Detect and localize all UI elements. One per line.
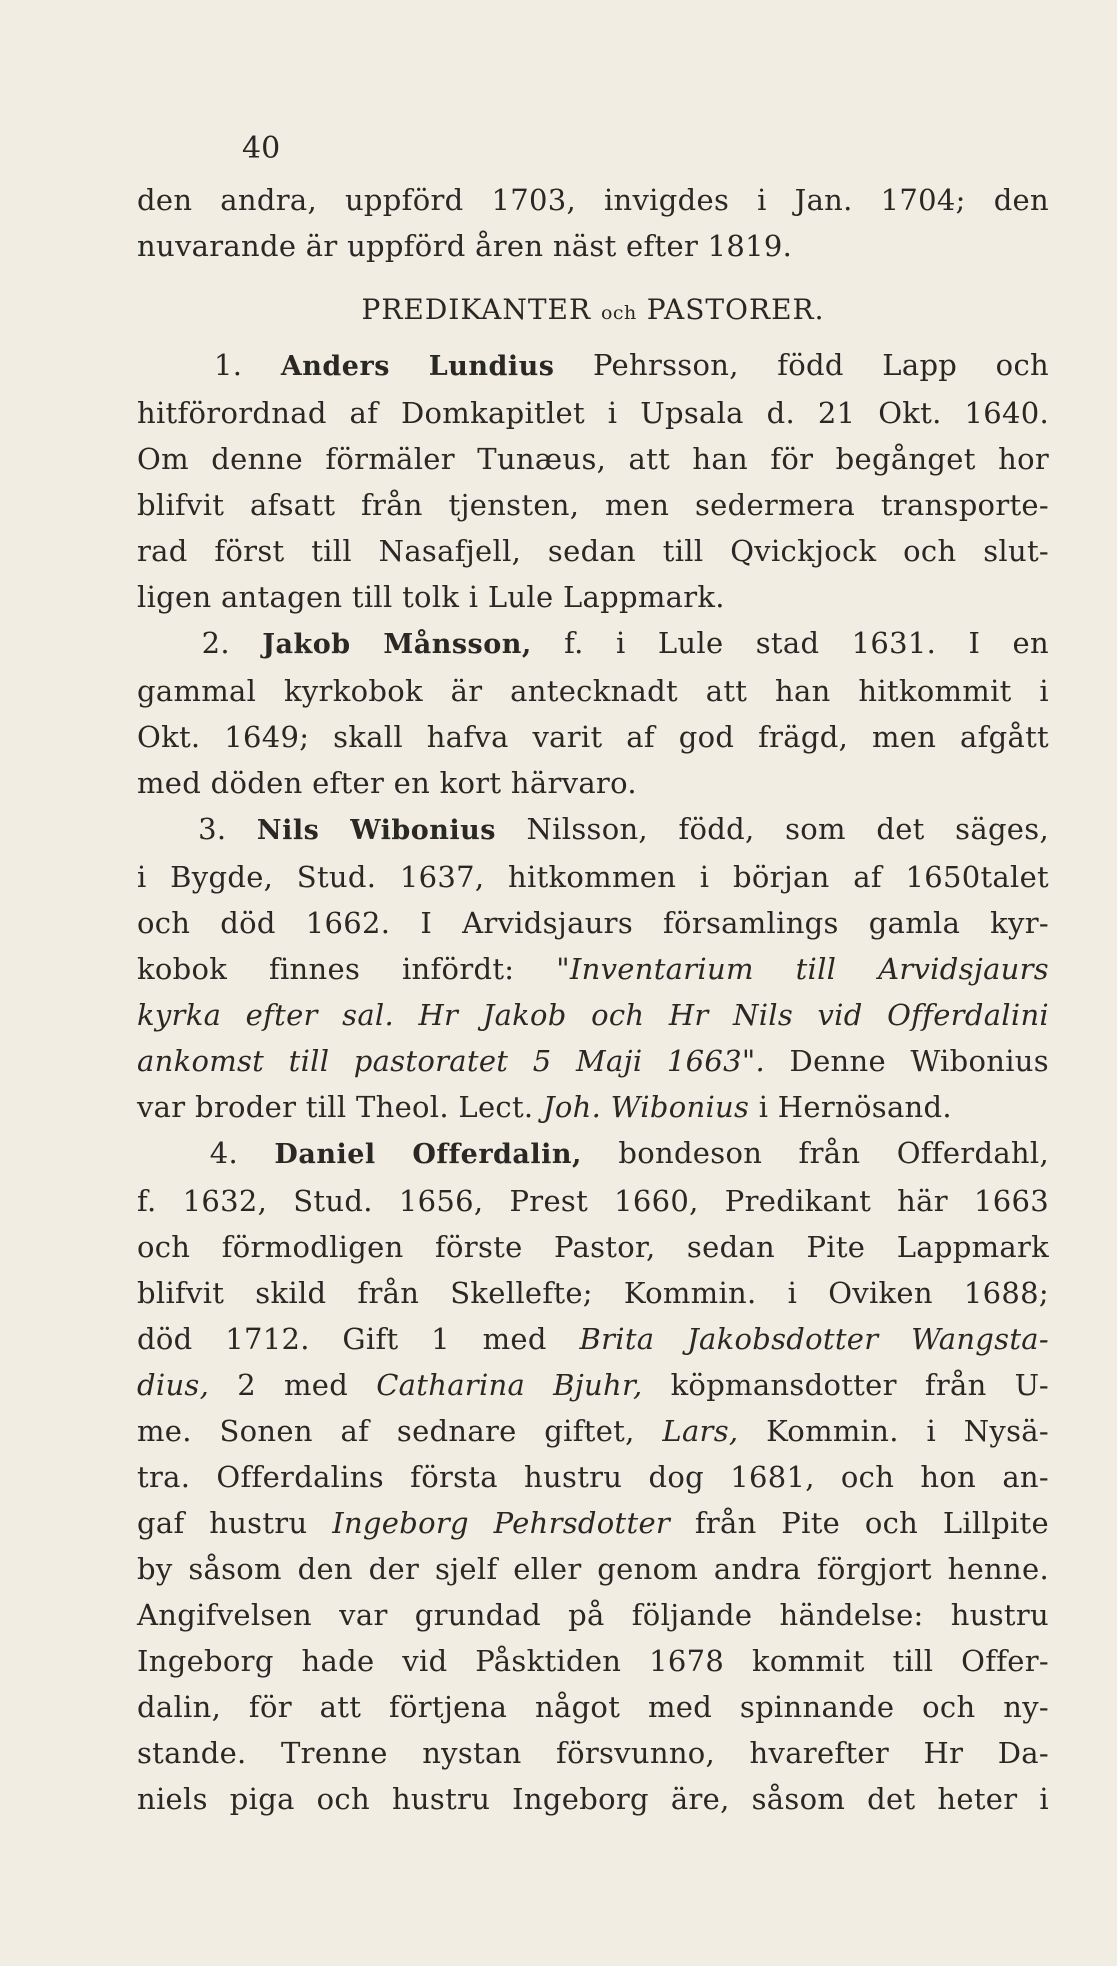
- text-line: by såsom den der sjelf eller genom andra förgjort henne.: [137, 1552, 1049, 1586]
- text-line: med döden efter en kort härvaro.: [137, 766, 637, 800]
- page-number: 40: [242, 131, 281, 166]
- text-line: blifvit afsatt från tjensten, men sedermera transporte-: [137, 488, 1049, 522]
- text-line: niels piga och hustru Ingeborg äre, såsom det heter i: [137, 1782, 1049, 1816]
- text-line: Okt. 1649; skall hafva varit af god frägd, men afgått: [137, 720, 1049, 754]
- person-name: Nils Wibonius: [256, 815, 496, 846]
- text-line: Ingeborg hade vid Påsktiden 1678 kommit till Offer-: [137, 1644, 1049, 1678]
- entry-4: [137, 1130, 1049, 1822]
- text-line: och död 1662. I Arvidsjaurs församlings gamla kyr-: [137, 906, 1049, 940]
- text-line: kobok finnes infördt: "Inventarium till Arvidsjaurs: [137, 952, 1049, 986]
- text-line: 2. Jakob Månsson, f. i Lule stad 1631. I en: [201, 626, 1049, 660]
- text-line: 4. Daniel Offerdalin, bondeson från Offerdahl,: [209, 1136, 1049, 1170]
- entry-1: [137, 342, 1049, 620]
- text-line: var broder till Theol. Lect. Joh. Wibonius i Hernösand.: [137, 1090, 952, 1124]
- person-name: Jakob Månsson,: [262, 629, 532, 660]
- person-name: Daniel Offerdalin,: [274, 1139, 582, 1170]
- text-line: tra. Offerdalins första hustru dog 1681, och hon an-: [137, 1460, 1049, 1494]
- text-line: och förmodligen förste Pastor, sedan Pite Lappmark: [137, 1230, 1049, 1264]
- text-line: 3. Nils Wibonius Nilsson, född, som det säges,: [198, 812, 1049, 846]
- text-line: f. 1632, Stud. 1656, Prest 1660, Predikant här 1663: [137, 1184, 1049, 1218]
- entry-3: [137, 806, 1049, 1130]
- text-line: den andra, uppförd 1703, invigdes i Jan. 1704; den: [137, 183, 1049, 217]
- text-line: rad först till Nasafjell, sedan till Qvickjock och slut-: [137, 534, 1049, 568]
- text-line: blifvit skild från Skellefte; Kommin. i Oviken 1688;: [137, 1276, 1049, 1310]
- text-line: i Bygde, Stud. 1637, hitkommen i början af 1650talet: [137, 860, 1049, 894]
- body-text: [137, 177, 1049, 1822]
- text-line: kyrka efter sal. Hr Jakob och Hr Nils vid Offerdalini: [137, 998, 1049, 1032]
- text-line: me. Sonen af sednare giftet, Lars, Kommin. i Nysä-: [137, 1414, 1049, 1448]
- text-line: dius, 2 med Catharina Bjuhr, köpmansdotter från U-: [137, 1368, 1049, 1402]
- text-line: dalin, för att förtjena något med spinnande och ny-: [137, 1690, 1049, 1724]
- text-line: ligen antagen till tolk i Lule Lappmark.: [137, 580, 725, 614]
- text-line: Om denne förmäler Tunæus, att han för begånget hor: [137, 442, 1049, 476]
- text-line: hitförordnad af Domkapitlet i Upsala d. 21 Okt. 1640.: [137, 396, 1049, 430]
- entry-2: [137, 620, 1049, 806]
- section-heading: PREDIKANTER och PASTORER.: [361, 293, 825, 326]
- text-line: Angifvelsen var grundad på följande händelse: hustru: [137, 1598, 1049, 1632]
- text-line: gaf hustru Ingeborg Pehrsdotter från Pite och Lillpite: [137, 1506, 1049, 1540]
- text-line: ankomst till pastoratet 5 Maji 1663". Denne Wibonius: [137, 1044, 1049, 1078]
- text-line: nuvarande är uppförd åren näst efter 1819.: [137, 229, 793, 263]
- person-name: Anders Lundius: [280, 351, 555, 382]
- text-line: gammal kyrkobok är antecknadt att han hitkommit i: [137, 674, 1049, 708]
- text-line: död 1712. Gift 1 med Brita Jakobsdotter Wangsta-: [137, 1322, 1049, 1356]
- text-line: stande. Trenne nystan försvunno, hvarefter Hr Da-: [137, 1736, 1049, 1770]
- text-line: 1. Anders Lundius Pehrsson, född Lapp och: [214, 348, 1049, 382]
